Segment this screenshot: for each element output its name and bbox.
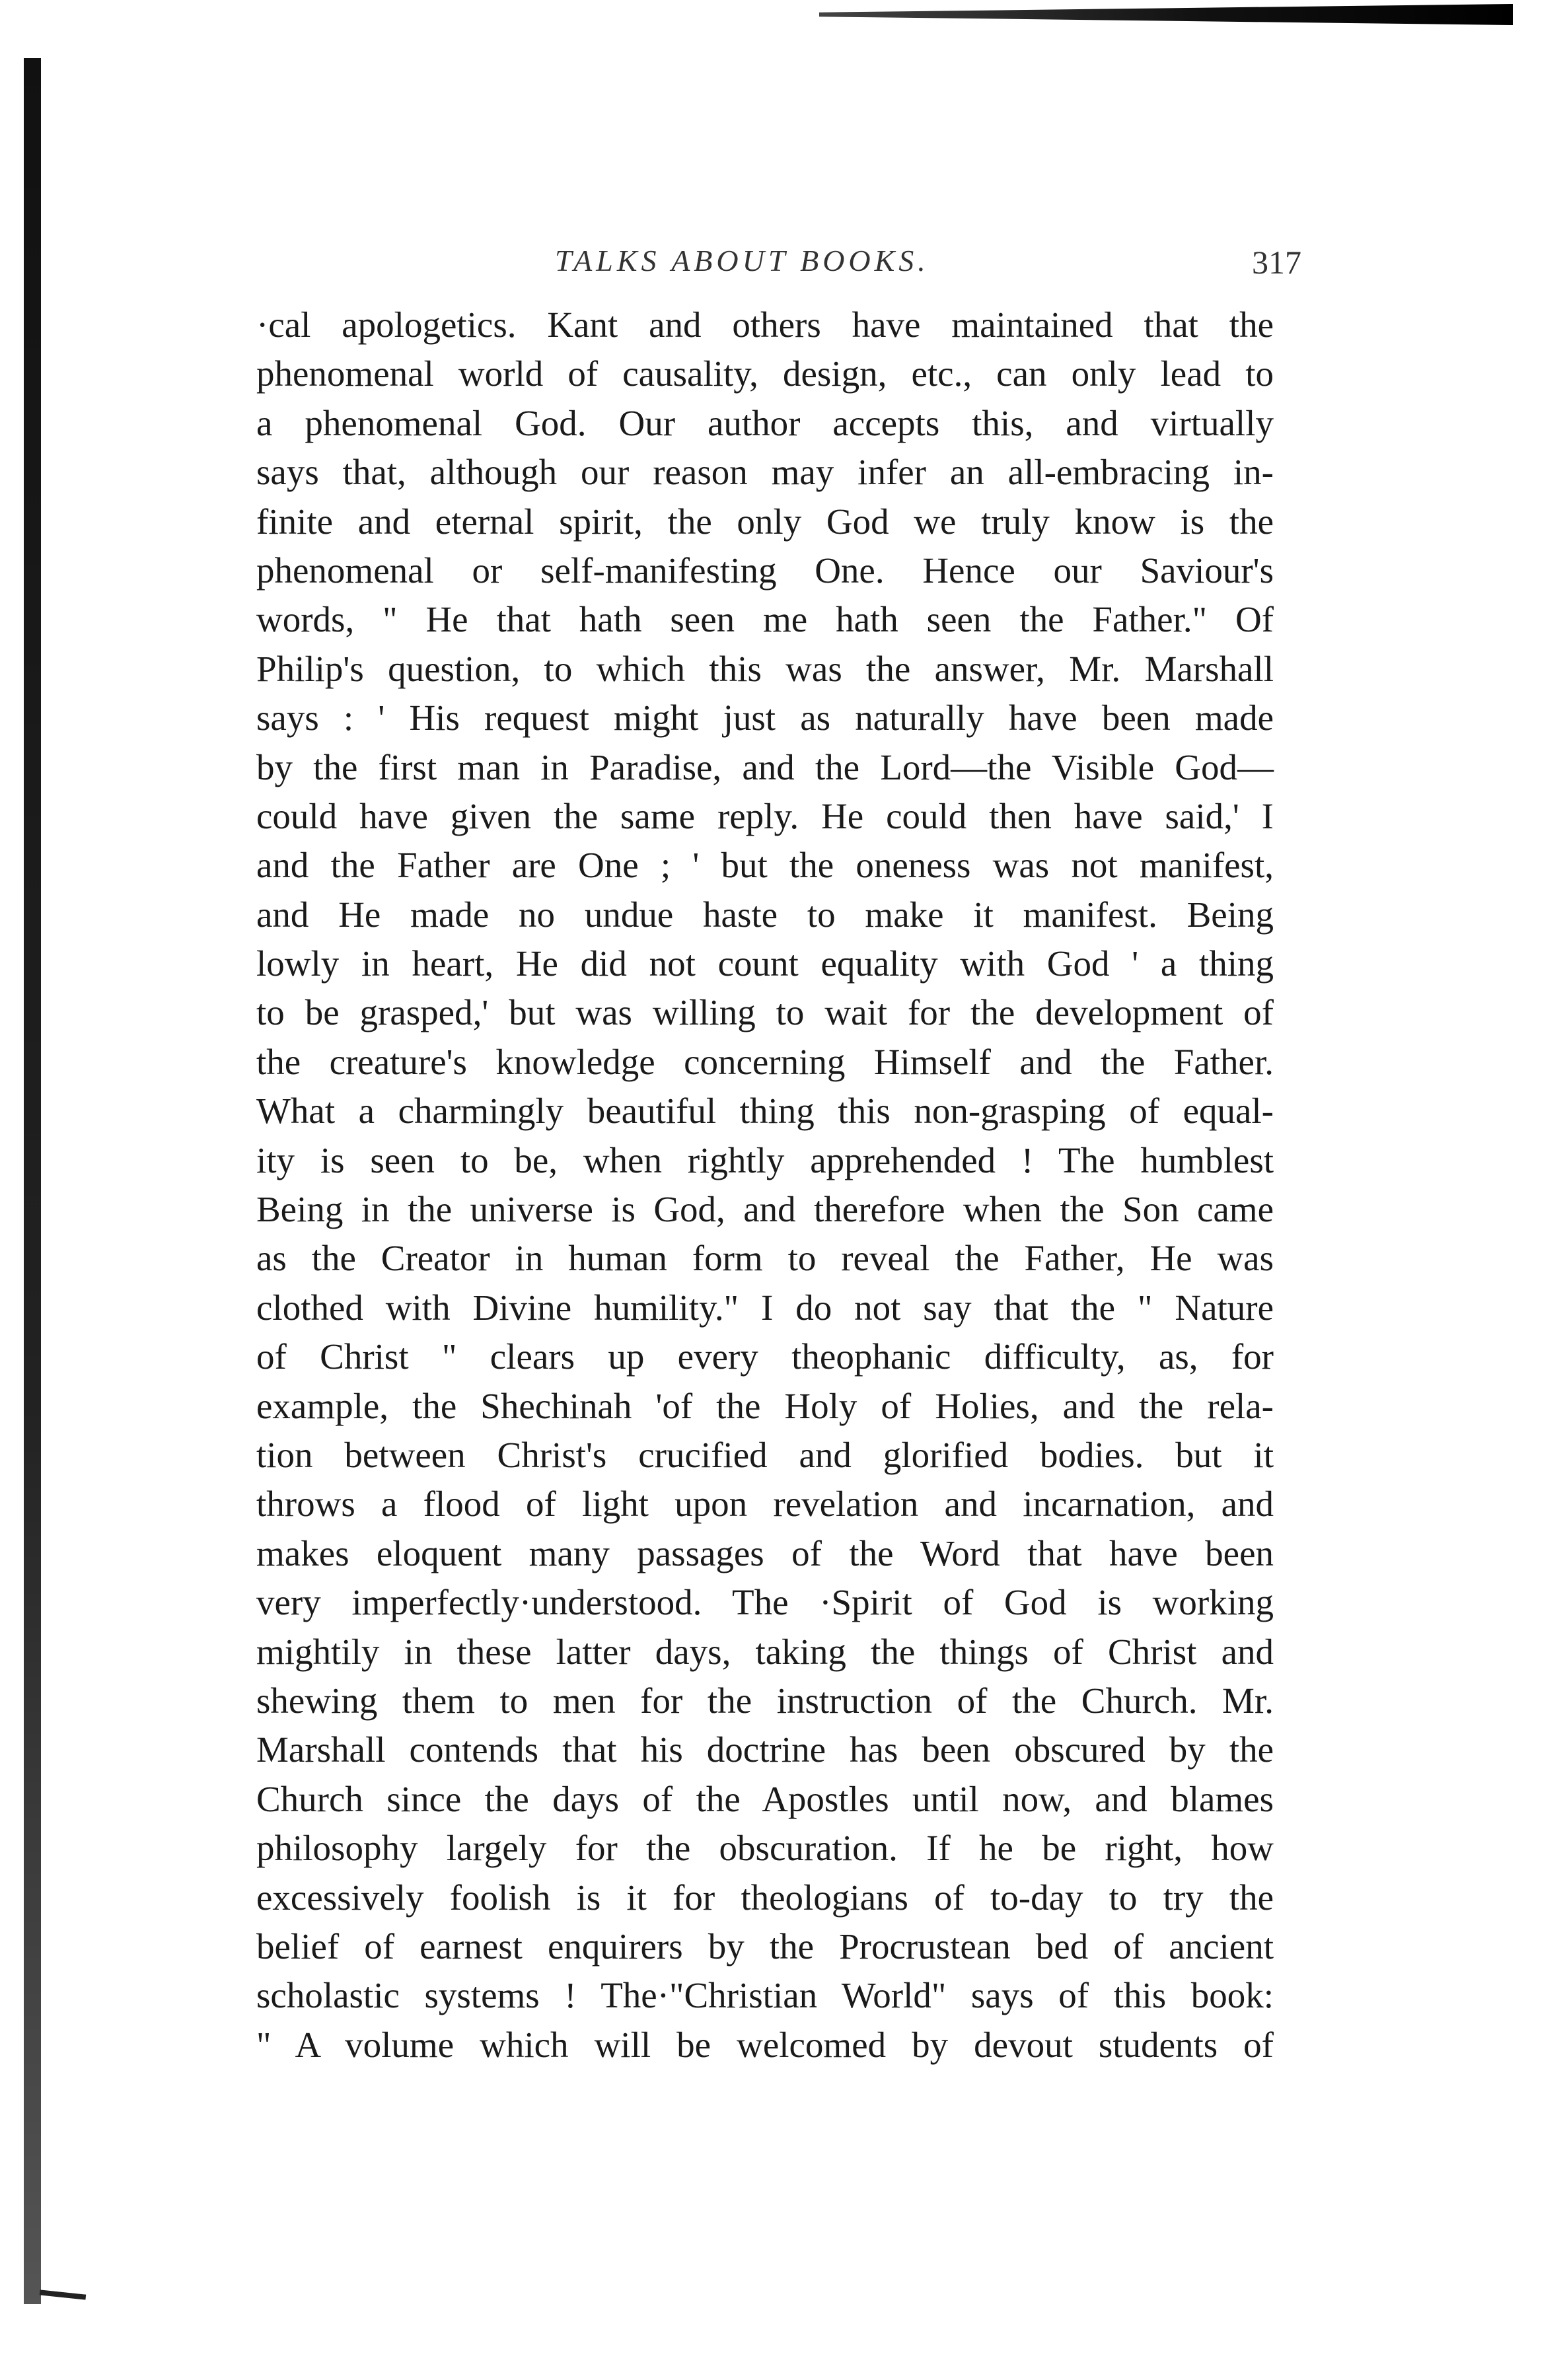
text-line: What a charmingly beautiful thing this non-grasping of equal-: [256, 1091, 1274, 1132]
text-line: philosophy largely for the obscuration. If he be right, how: [256, 1828, 1274, 1869]
text-line: says that, although our reason may infer an all-embracing in-: [256, 452, 1274, 493]
text-line: throws a flood of light upon revelation and incarnation, and: [256, 1484, 1274, 1525]
text-line: finite and eternal spirit, the only God we truly know is the: [256, 501, 1274, 542]
text-line: words, " He that hath seen me hath seen the Father." Of: [256, 599, 1274, 640]
text-line: Church since the days of the Apostles until now, and blames: [256, 1778, 1274, 1819]
text-line: ity is seen to be, when rightly apprehended ! The humblest: [256, 1139, 1274, 1180]
body-text: [256, 301, 1274, 2070]
text-line: lowly in heart, He did not count equality with God ' a thing: [256, 943, 1274, 984]
running-head: TALKS ABOUT BOOKS.: [555, 244, 929, 277]
text-line: example, the Shechinah 'of the Holy of Holies, and the rela-: [256, 1385, 1274, 1426]
text-line: the creature's knowledge concerning Himself and the Father.: [256, 1041, 1274, 1082]
text-line: belief of earnest enquirers by the Procrustean bed of ancient: [256, 1926, 1274, 1966]
text-line: as the Creator in human form to reveal the Father, He was: [256, 1238, 1274, 1279]
text-line: makes eloquent many passages of the Word that have been: [256, 1533, 1274, 1573]
text-line: Being in the universe is God, and therefore when the Son came: [256, 1189, 1274, 1230]
text-line: Marshall contends that his doctrine has been obscured by the: [256, 1729, 1274, 1770]
text-line: and He made no undue haste to make it manifest. Being: [256, 894, 1274, 935]
text-line: " A volume which will be welcomed by devout students of: [256, 2024, 1274, 2065]
text-line: a phenomenal God. Our author accepts this, and virtually: [256, 402, 1274, 443]
top-edge-rule: [819, 4, 1513, 25]
text-line: phenomenal world of causality, design, etc., can only lead to: [256, 353, 1274, 394]
binding-edge-foot: [40, 2290, 86, 2299]
text-line: tion between Christ's crucified and glorified bodies. but it: [256, 1434, 1274, 1475]
text-line: mightily in these latter days, taking the things of Christ and: [256, 1631, 1274, 1672]
text-line: could have given the same reply. He could then have said,' I: [256, 795, 1274, 836]
text-line: phenomenal or self-manifesting One. Hence our Saviour's: [256, 550, 1274, 591]
binding-edge-rule: [24, 58, 41, 2304]
text-line: ·cal apologetics. Kant and others have maintained that the: [256, 305, 1274, 345]
text-line: shewing them to men for the instruction of the Church. Mr.: [256, 1680, 1274, 1721]
text-line: scholastic systems ! The·"Christian World" says of this book:: [256, 1975, 1274, 2016]
text-line: of Christ " clears up every theophanic difficulty, as, for: [256, 1336, 1274, 1377]
text-line: and the Father are One ; ' but the oneness was not manifest,: [256, 845, 1274, 886]
text-line: says : ' His request might just as naturally have been made: [256, 698, 1274, 739]
text-line: to be grasped,' but was willing to wait for the development of: [256, 992, 1274, 1033]
text-line: clothed with Divine humility." I do not say that the " Nature: [256, 1287, 1274, 1328]
text-line: by the first man in Paradise, and the Lord—the Visible God—: [256, 746, 1274, 787]
text-line: Philip's question, to which this was the answer, Mr. Marshall: [256, 648, 1274, 689]
page-number: 317: [1252, 244, 1301, 281]
text-line: very imperfectly·understood. The ·Spirit of God is working: [256, 1582, 1274, 1623]
text-line: excessively foolish is it for theologians of to-day to try the: [256, 1877, 1274, 1918]
